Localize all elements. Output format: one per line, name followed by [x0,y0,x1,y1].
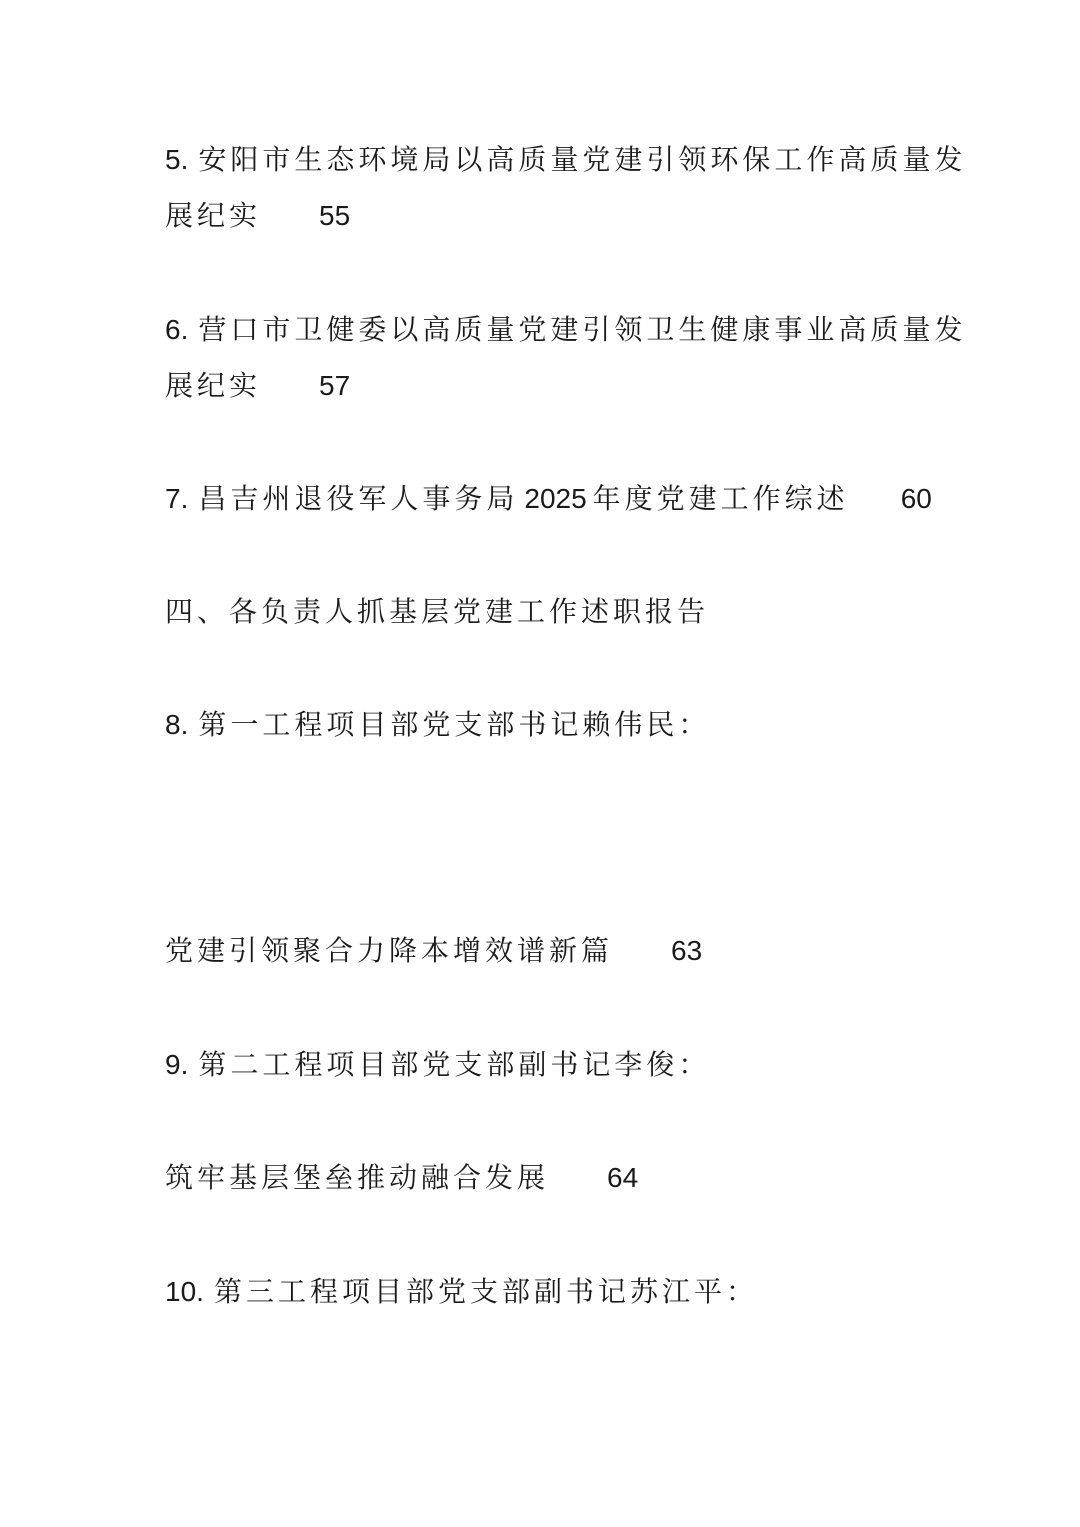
toc-item-title-a: 昌吉州退役军人事务局 [198,482,519,515]
toc-item-title: 营口市卫健委以高质量党建引领卫生健康事业高质量发 [198,313,967,346]
toc-item-title: 第三工程项目部党支部副书记苏江平： [213,1275,758,1308]
toc-item-title-b: 年度党建工作综述 [592,482,849,515]
toc-item-number: 5. [165,144,189,175]
toc-page-number: 57 [319,370,351,401]
toc-page-number: 60 [900,483,932,514]
toc-item-number: 6. [165,314,189,345]
toc-item-9-subtitle[interactable] [165,1161,638,1195]
toc-item-8[interactable] [165,708,710,742]
toc-item-number: 9. [165,1049,189,1080]
toc-item-number: 10. [165,1276,204,1307]
toc-page-number: 55 [319,200,351,231]
toc-item-10[interactable] [165,1275,758,1309]
toc-item-year: 2025 [524,483,587,514]
toc-item-5-line1[interactable] [165,143,966,177]
toc-item-6-line1[interactable] [165,313,966,347]
toc-item-9[interactable] [165,1048,710,1082]
toc-item-8-subtitle[interactable] [165,934,702,968]
toc-item-subtitle: 筑牢基层堡垒推动融合发展 [165,1161,550,1194]
toc-item-subtitle: 党建引领聚合力降本增效谱新篇 [165,934,614,967]
toc-page-number: 64 [607,1162,639,1193]
toc-item-title: 第一工程项目部党支部书记赖伟民： [198,708,711,741]
toc-item-number: 8. [165,709,189,740]
toc-item-title: 第二工程项目部党支部副书记李俊： [198,1048,711,1081]
toc-item-title: 安阳市生态环境局以高质量党建引领环保工作高质量发 [198,143,967,176]
toc-item-number: 7. [165,483,189,514]
toc-item-title-cont: 展纪实 [165,369,262,402]
toc-item-5-line2[interactable] [165,199,350,233]
section-title: 四、各负责人抓基层党建工作述职报告 [165,595,710,628]
toc-item-7[interactable] [165,482,932,516]
toc-item-6-line2[interactable] [165,369,350,403]
toc-section-heading[interactable] [165,595,709,629]
toc-item-title-cont: 展纪实 [165,199,262,232]
toc-page-number: 63 [671,935,703,966]
